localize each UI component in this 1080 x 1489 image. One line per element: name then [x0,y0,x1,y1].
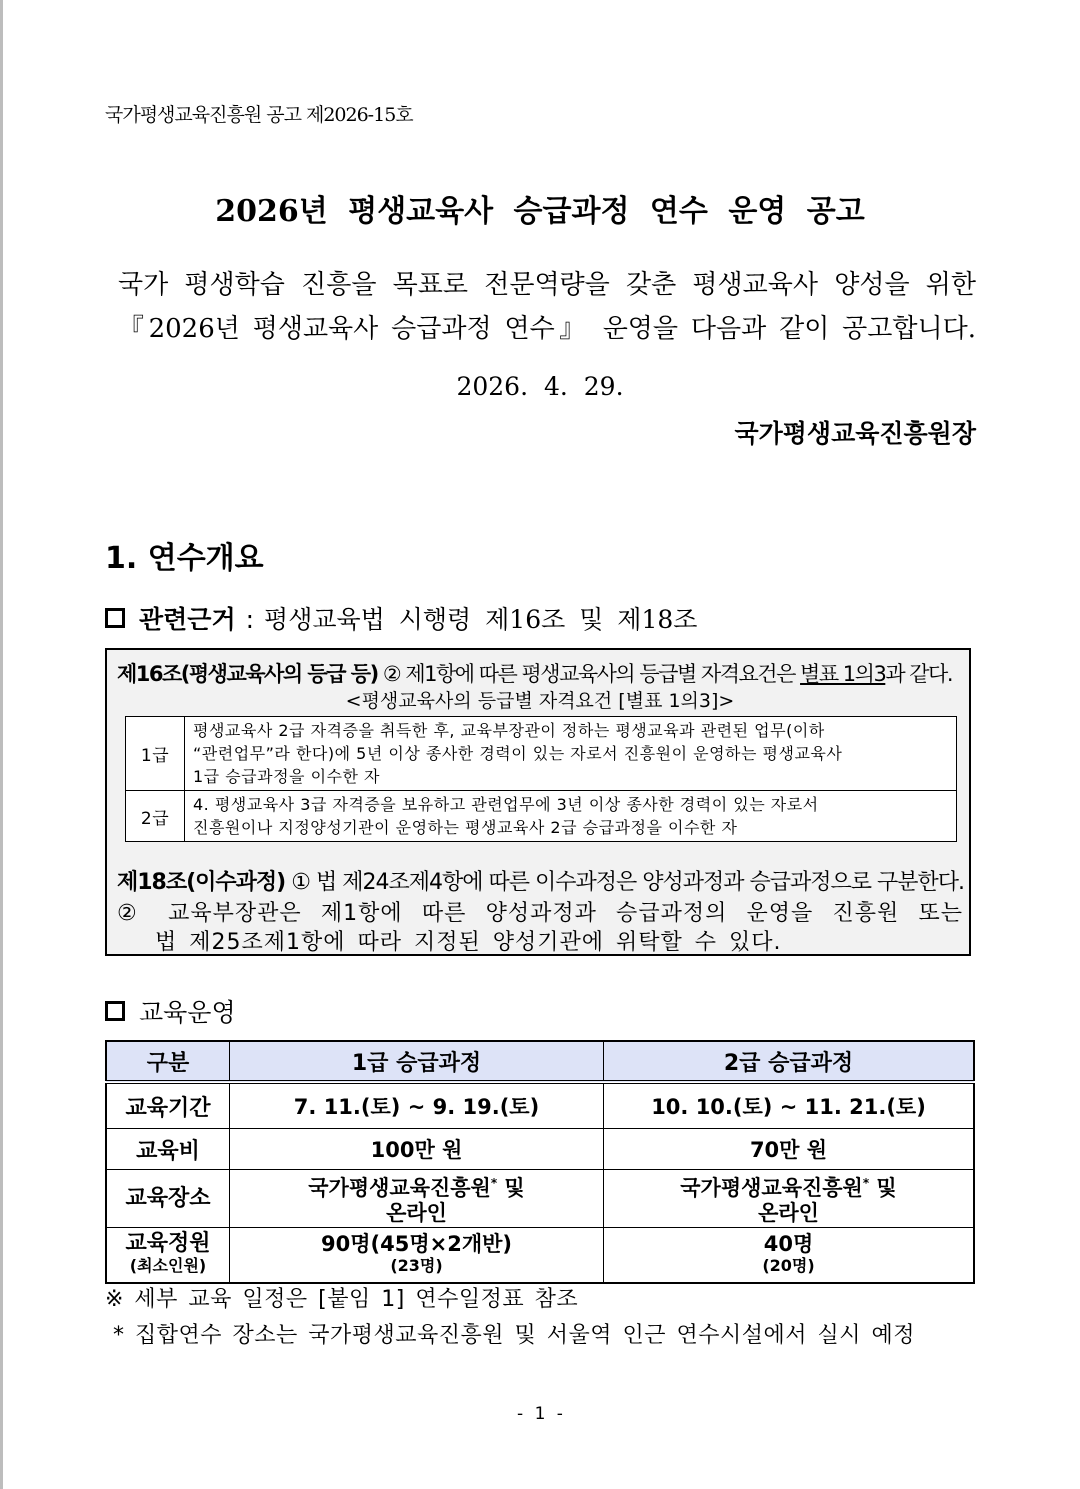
article-18-body: ① 법 제24조제4항에 따른 이수과정은 양성과정과 승급과정으로 구분한다. [285,870,964,895]
table-cell [604,1170,975,1228]
table-cell: 7. 11.(토) ~ 9. 19.(토) [230,1082,604,1129]
table-header-row [106,1041,974,1082]
capacity-min: (23명) [390,1256,443,1275]
place-and: 및 [497,1176,525,1200]
capacity-label: 교육정원 [125,1231,211,1256]
capacity-min: (20명) [762,1256,815,1275]
article-16-title: 제16조(평생교육사의 등급 등) [117,662,378,686]
table-cell: 70만 원 [604,1129,975,1170]
table-row [106,1129,974,1170]
legal-basis-separator: : [245,605,255,634]
row-label: 교육기간 [106,1082,230,1129]
checkbox-square-icon [105,1001,125,1021]
signer: 국가평생교육진흥원장 [734,419,976,448]
grade-line: “관련업무”라 한다)에 5년 이상 종사한 경력이 있는 자로서 진흥원이 운영하는 평생교육사 [193,744,843,763]
table-cell [230,1228,604,1284]
table-row [126,717,957,791]
footnote-mark: * [862,1176,870,1190]
law-excerpt-box [105,648,971,956]
table-cell: 100만 원 [230,1129,604,1170]
legal-basis-label: 관련근거 [139,605,236,634]
grade-cell: 1급 [126,717,185,791]
grade-line: 1급 승급과정을 이수한 자 [193,767,380,786]
header-category: 구분 [106,1041,230,1082]
annex-reference: 별표 1의3 [800,662,886,686]
table-cell: 10. 10.(토) ~ 11. 21.(토) [604,1082,975,1129]
table-cell [230,1170,604,1228]
page-number: - 1 - [517,1404,563,1424]
footnote-mark: * [490,1176,498,1190]
section-heading: 1. 연수개요 [105,541,264,576]
table-row [126,791,957,842]
table-row [106,1170,974,1228]
operation-label: 교육운영 [139,998,236,1027]
table-row [106,1228,974,1284]
capacity-value: 90명(45명×2개반) [321,1232,512,1256]
notice-number: 국가평생교육진흥원 공고 제2026-15호 [105,104,413,126]
article-18-text [117,865,964,896]
article-18-title: 제18조(이수과정) [117,870,286,895]
operation-heading [105,993,236,1029]
venue-footnote: * 집합연수 장소는 국가평생교육진흥원 및 서울역 인근 연수시설에서 실시 예정 [113,1323,916,1348]
table-row [106,1082,974,1129]
schedule-note: ※ 세부 교육 일정은 [붙임 1] 연수일정표 참조 [105,1287,579,1312]
capacity-sublabel: (최소인원) [129,1256,207,1275]
place-online: 온라인 [758,1201,819,1225]
article-16-end: 과 같다. [885,662,953,686]
grade-description [185,717,957,791]
notice-date: 2026. 4. 29. [456,372,624,401]
place-name: 국가평생교육진흥원 [680,1176,863,1200]
legal-basis-value: 평생교육법 시행령 제16조 및 제18조 [264,605,698,634]
grade-line: 진흥원이나 지정양성기관이 운영하는 평생교육사 2급 승급과정을 이수한 자 [193,818,738,837]
place-and: 및 [869,1176,897,1200]
grade-line: 4. 평생교육사 3급 자격증을 보유하고 관련업무에 3년 이상 종사한 경력이 있는 자로서 [193,795,819,814]
article-18-para2-line1: ② 교육부장관은 제1항에 따른 양성과정과 승급과정의 운영을 진흥원 또는 [117,901,963,926]
intro-line-2: 『2026년 평생교육사 승급과정 연수』 운영을 다음과 같이 공고합니다. [118,314,976,344]
table-cell [604,1228,975,1284]
capacity-value: 40명 [763,1232,814,1256]
row-label [106,1228,230,1284]
grade-cell: 2급 [126,791,185,842]
grade-line: 평생교육사 2급 자격증을 취득한 후, 교육부장관이 정하는 평생교육과 관련된 업무(이하 [193,721,825,740]
grade-description [185,791,957,842]
operation-table [105,1040,975,1284]
page-title: 2026년 평생교육사 승급과정 연수 운영 공고 [215,194,865,229]
intro-line-1: 국가 평생학습 진흥을 목표로 전문역량을 갖춘 평생교육사 양성을 위한 [118,270,976,300]
checkbox-square-icon [105,608,125,628]
header-grade1: 1급 승급과정 [230,1041,604,1082]
place-name: 국가평생교육진흥원 [308,1176,491,1200]
grade-requirements-table [125,716,957,842]
grade-table-caption: <평생교육사의 등급별 자격요건 [별표 1의3]> [345,690,735,712]
row-label: 교육장소 [106,1170,230,1228]
article-18-para2-line2: 법 제25조제1항에 따라 지정된 양성기관에 위탁할 수 있다. [155,930,782,955]
header-grade2: 2급 승급과정 [604,1041,975,1082]
article-16-text [117,658,952,688]
intro-paragraph [118,263,976,351]
article-16-body: ② 제1항에 따른 평생교육사의 등급별 자격요건은 [377,662,801,686]
legal-basis-heading [105,600,697,636]
row-label: 교육비 [106,1129,230,1170]
place-online: 온라인 [386,1201,447,1225]
